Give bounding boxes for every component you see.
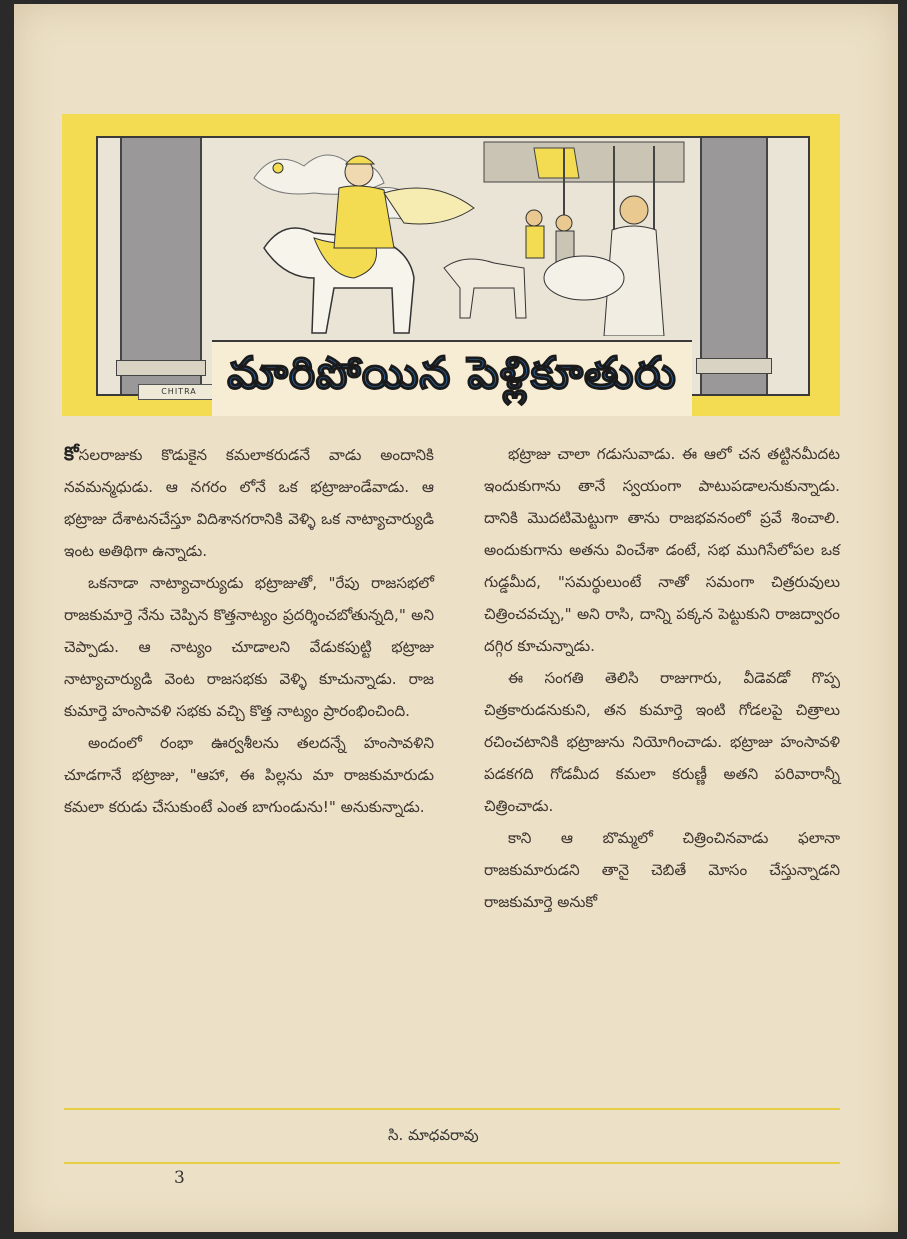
title-panel [212, 340, 692, 416]
paragraph: కాని ఆ బొమ్మలో చిత్రించినవాడు ఫలానా రాజకుమారుడని తానై చెబితే మోసం చేస్తున్నాడని రాజకుమార్తె అనుకో [484, 829, 840, 911]
paragraph: ఈ సంగతి తెలిసి రాజుగారు, వీడెవడో గొప్ప చిత్రకారుడనుకుని, తన కుమార్తె ఇంటి గోడలపై చిత్రాలు రచించటానికి భట్రాజును నియోగించాడు. భట్రాజు హంసావళి పడకగది గోడమీద కమలా కరుణ్ణీ అతని పరివారాన్నీ చిత్రించాడు. [484, 669, 840, 815]
drop-cap: కో [64, 443, 79, 465]
divider-line [64, 1108, 840, 1110]
procession-scene [234, 138, 694, 336]
divider-line [64, 1162, 840, 1164]
left-text-column [64, 438, 434, 823]
left-pillar [120, 138, 202, 394]
right-pillar [700, 138, 768, 394]
right-text-column [484, 438, 840, 918]
story-title: మారిపోయిన పెళ్లికూతురు [227, 348, 677, 399]
author-byline: సి. మాధవరావు [388, 1126, 479, 1144]
illustrator-signature: CHITRA [138, 384, 220, 400]
title-banner [62, 114, 840, 416]
pillar-base [116, 360, 206, 376]
paragraph: ఒకనాడా నాట్యాచార్యుడు భట్రాజుతో, "రేపు రాజసభలో రాజకుమార్తె నేను చెప్పిన కొత్తనాట్యం ప్రదర్శించబోతున్నది," అని చెప్పాడు. ఆ నాట్యం చూడాలని వేడుకపుట్టి భట్రాజు నాట్యాచార్యుడి వెంట రాజసభకు వెళ్ళి కూచున్నాడు. రాజ కుమార్తె హంసావళి సభకు వచ్చి కొత్త నాట్యం ప్రారంభించింది. [64, 574, 434, 720]
page-number: 3 [174, 1168, 185, 1188]
paragraph-text: సలరాజుకు కొడుకైన కమలాకరుడనే వాడు అందానికి నవమన్మధుడు. ఆ నగరం లోనే ఒక భట్రాజుండేవాడు. ఆ భట్రాజు దేశాటనచేస్తూ విదిశానగరానికి వెళ్ళి ఒక నాట్యాచార్యుడి ఇంట అతిథిగా ఉన్నాడు. [64, 446, 434, 560]
magazine-page [14, 4, 898, 1232]
paragraph: అందంలో రంభా ఊర్వశీలను తలదన్నే హంసావళిని చూడగానే భట్రాజు, "ఆహా, ఈ పిల్లను మా రాజకుమారుడు కమలా కరుడు చేసుకుంటే ఎంత బాగుండును!" అనుకున్నాడు. [64, 734, 434, 816]
paragraph: భట్రాజు చాలా గడుసువాడు. ఈ ఆలో చన తట్టినమీదట ఇందుకుగాను తానే స్వయంగా పాటుపడాలనుకున్నాడు. దానికి మొదటిమెట్టుగా తాను రాజభవనంలో ప్రవే శించాలి. అందుకుగాను అతను వించేశా డంటే, సభ ముగిసేలోపల ఒక గుడ్డమీద, "సమర్థులుంటే నాతో సమంగా చిత్రరువులు చిత్రించవచ్చు," అని రాసి, దాన్ని పక్కన పెట్టుకుని రాజద్వారం దగ్గిర కూచున్నాడు. [484, 445, 840, 655]
pillar-base [696, 358, 772, 374]
paragraph [64, 438, 434, 567]
